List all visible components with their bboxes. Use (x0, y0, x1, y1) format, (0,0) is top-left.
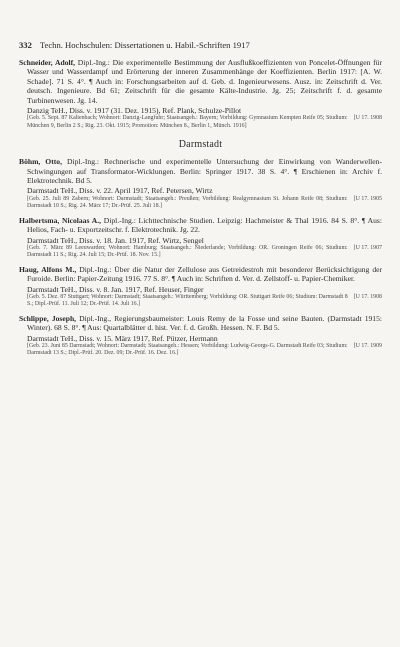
dissertation-line: Danzig TeH., Diss. v. 1917 (31. Dez. 1915), Ref. Plank, Schulze-Pillot (27, 106, 242, 116)
author-name: Schneider, Adolf, (19, 58, 76, 67)
author-name: Böhm, Otto, (19, 157, 62, 167)
dissertation-line: Darmstadt TeH., Diss. v. 15. März 1917, Ref. Pützer, Hermann (27, 333, 218, 343)
entry-text: Dipl.-Ing., Regierungsbaumeister: Louis Remy de la Fosse und seine Bauten. (Darmstadt 1915: Winter). 68 S. 8°. ¶ Aus: Quartalblätter d. hist. Ver. f. d. Großh. Hessen. N. F. Bd 5. (27, 313, 382, 333)
entry-text: Dipl.-Ing.: Die experimentelle Bestimmung der Ausflußkoeffizienten von Poncelet-Öffnungen für Wasser und Wasserdampf und Erörterung der inneren Zusammenhänge der Koeffizienten. Berlin 1917: [A. W. Schade]. 71 S. 4°. ¶ Auch in: Forschungsarbeiten auf d. Geb. d. Ingenieurwesens. Ausz. in: Zeitschrift d. Ver. deutsch. Ingenieure. Bd 61; Zeitschrift für die gesamte Kälte-Industrie. Jg. 25; Zeitschrift f. d. gesamte Turbinenwesen. Jg. 14. (27, 58, 382, 105)
note-text: [Geb. 5. Sept. 87 Kaltenbach; Wohnort: Danzig-Langfuhr; Staatsangeh.: Bayern; Vorbildung: Gymnasium Kempten Reife 05; Studium: München 9, Berlin 2 S.; Rig. 23. Okt. 1915; Promotion: München 8., Berlin 1, Münch. 1916] (27, 115, 348, 129)
note-text: [Geb. 7. März 89 Leeuwarden; Wohnort: Hamburg; Staatsangeh.: Niederlande; Vorbildung: OR. Groningen Reife 06; Studium: Darmstadt 11 S.; Rig. 24. Juli 15; Dr.-Prüf. 18. Nov. 15.] (27, 244, 348, 259)
author-name: Haug, Alfons M., (19, 264, 77, 274)
entry-text: Dipl.-Ing.: Lichttechnische Studien. Leipzig: Hachmeister & Thal 1916. 84 S. 8°. ¶ Aus: Helios, Fach- u. Exportzeitschr. f. Elektrotechnik. Jg. 22. (27, 215, 382, 235)
dissertation-entry (19, 265, 382, 309)
dissertation-entry (19, 314, 382, 358)
biographical-note (19, 245, 382, 260)
dissertation-entry (19, 58, 382, 130)
note-text: [Geb. 23. Juni 85 Darmstadt; Wohnort: Darmstadt; Staatsangeh.: Hessen; Vorbildung: Ludwig-Georgs-G. Darmstadt Reife 03; Studium: Darmstadt 13 S.; Dipl.-Prüf. 20. Dez. 09; Dr.-Prüf. 16. Dez. 16.] (27, 342, 348, 357)
biographical-note (19, 196, 382, 211)
dissertation-line: Darmstadt TeH., Diss. v. 22. April 1917, Ref. Petersen, Wirtz (27, 186, 213, 196)
entry-citation (19, 314, 382, 333)
biographical-note (19, 343, 382, 358)
page-number: 332 (19, 40, 32, 50)
dissertation-entry (19, 157, 382, 210)
entry-text: Dipl.-Ing.: Über die Natur der Zellulose aus Getreidestroh mit besonderer Berücksichtigung der Furoide. Berlin: Papier-Zeitung 1916. 77 S. 8°. ¶ Auch in: Schriften d. Ver. d. Zellstoff- u. Papier-Chemiker. (27, 264, 383, 284)
catalog-reference: [U 17. 1908 (353, 293, 382, 300)
entry-citation (19, 265, 382, 284)
catalog-reference: [U 17. 1905 (353, 195, 382, 202)
author-name: Schlippe, Joseph, (19, 313, 77, 323)
biographical-note (19, 294, 382, 309)
biographical-note (19, 115, 382, 130)
section-heading-city: Darmstadt (178, 139, 223, 151)
entry-citation (19, 157, 382, 185)
catalog-reference: [U 17. 1908 (353, 115, 382, 122)
dissertation-line: Darmstadt TeH., Diss. v. 18. Jan. 1917, Ref. Wirtz, Sengel (27, 235, 204, 245)
entry-citation (19, 216, 382, 235)
note-text: [Geb. 25. Juli 89 Zabern; Wohnort: Darmstadt; Staatsangeh.: Preußen; Vorbildung: Realgymnasium St. Johann Reife 08; Studium: Darmstadt 10 S.; Rig. 24. März 17; Dr.-Prüf. 25. Juli 18.] (27, 195, 348, 210)
dissertation-entry (19, 216, 382, 260)
author-name: Halbertsma, Nicolaas A., (19, 215, 102, 225)
dissertation-line: Darmstadt TeH., Diss. v. 8. Jan. 1917, Ref. Heuser, Finger (27, 284, 204, 294)
running-title: Techn. Hochschulen: Dissertationen u. Habil.-Schriften 1917 (39, 40, 250, 50)
catalog-reference: [U 17. 1909 (353, 342, 382, 349)
entry-citation (19, 58, 382, 105)
entry-text: Dipl.-Ing.: Rechnerische und experimentelle Untersuchung der Einwirkung von Wanderwellen-Schwingungen auf Transformator-Wicklungen. Berlin: Springer 1917. 38 S. 4°. ¶ Erschienen in: Archiv f. Elektrotechnik. Bd 5. (27, 157, 382, 186)
catalog-reference: [U 17. 1907 (353, 244, 382, 251)
note-text: [Geb. 5. Dez. 87 Stuttgart; Wohnort: Darmstadt; Staatsangeh.: Württemberg; Vorbildung: OR. Stuttgart Reife 06; Studium: Darmstadt 8 S.; Dipl.-Prüf. 11. Juli 12; Dr.-Prüf. 14. Juli 16.] (27, 293, 348, 308)
page-header (19, 40, 382, 51)
